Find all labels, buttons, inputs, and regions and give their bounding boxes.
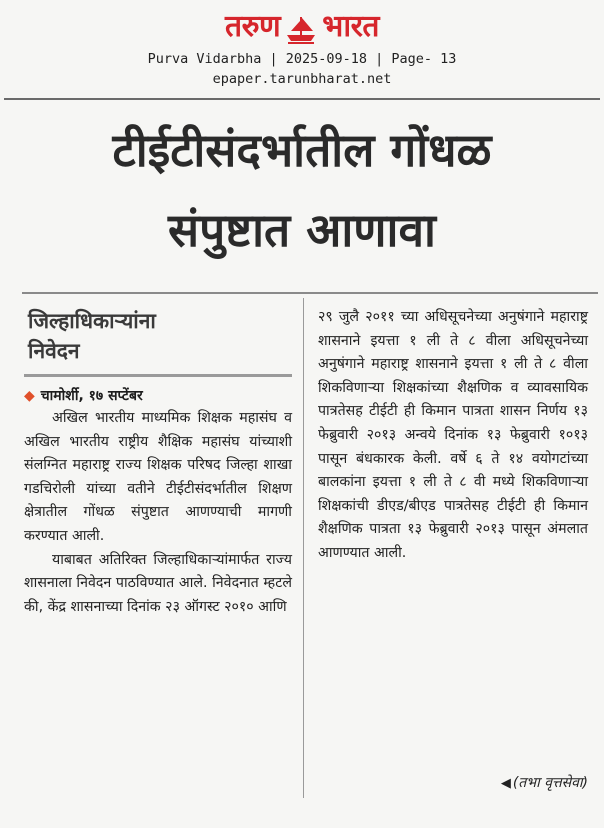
headline-divider: [22, 292, 598, 294]
dateline: [24, 385, 292, 407]
top-divider: [4, 98, 600, 100]
dateline-text: चामोर्शी, १७ सप्टेंबर: [40, 388, 143, 404]
newspaper-logo: [0, 6, 604, 48]
headline-line-1: टीईटीसंदर्भातील गोंधळ: [112, 123, 492, 177]
diamond-icon: ◆: [24, 388, 35, 404]
paragraph-1: अखिल भारतीय माध्यमिक शिक्षक महासंघ व अखिल भारतीय राष्ट्रीय शैक्षिक महासंघ यांच्याशी संलग्नित महाराष्ट्र राज्य शिक्षक परिषद जिल्हा शाखा गडचिरोली यांच्या वतीने टीईटीसंदर्भातील शिक्षण क्षेत्रातील गोंधळ संपुष्टात आणण्याची मागणी करण्यात आली.: [24, 410, 292, 544]
edition-meta: Purva Vidarbha | 2025-09-18 | Page- 13: [147, 51, 457, 67]
article-column-left: [24, 300, 292, 619]
paragraph-2: याबाबत अतिरिक्त जिल्हाधिकाऱ्यांमार्फत राज्य शासनाला निवेदन पाठविण्यात आले. निवेदनात म्हटले की, केंद्र शासनाच्या दिनांक २३ ऑगस्ट २०१० आणि: [24, 551, 292, 615]
logo-text-left: तरुण: [225, 9, 281, 44]
subheading-line-2: निवेदन: [28, 339, 80, 363]
news-service-credit: [501, 773, 588, 792]
article-column-right: [318, 300, 588, 566]
column-divider: [303, 298, 304, 798]
subheading-divider: [24, 374, 292, 377]
headline-line-2: संपुष्टात आणावा: [168, 203, 436, 257]
triangle-left-icon: ◀: [500, 776, 511, 791]
ship-emblem-icon: [283, 13, 319, 45]
headline: [0, 110, 604, 270]
subheading: [28, 306, 292, 366]
logo-text-right: भारत: [322, 9, 379, 44]
masthead: [0, 6, 604, 88]
subheading-line-1: जिल्हाधिकाऱ्यांना: [28, 309, 156, 333]
site-url: epaper.tarunbharat.net: [212, 71, 392, 87]
credit-text: (तभा वृत्तसेवा): [512, 775, 588, 791]
paragraph-3: २९ जुलै २०११ च्या अधिसूचनेच्या अनुषंगाने महाराष्ट्र शासनाने इयत्ता १ ली ते ८ वीला अधिसूचनेच्या अनुषंगाने महाराष्ट्र शासनाने इयत्ता १ ली ते ८ वीला शिकविणाऱ्या शिक्षकांच्या शैक्षणिक व व्यावसायिक पात्रतेसह टीईटी ही किमान पात्रता शासन निर्णय १३ फेब्रुवारी २०१३ अन्वये दिनांक १३ फेब्रुवारी १०१३ पासून बंधकारक केली. वर्षे ६ ते १४ वयोगटांच्या बालकांना इयत्ता १ ली ते ८ वी मध्ये शिकविणाऱ्या शिक्षकांची डीएड/बीएड पात्रतेसह टीईटी ही किमान शैक्षणिक पात्रता १३ फेब्रुवारी २०१३ पासून अंमलात आणण्यात आली.: [318, 309, 588, 561]
